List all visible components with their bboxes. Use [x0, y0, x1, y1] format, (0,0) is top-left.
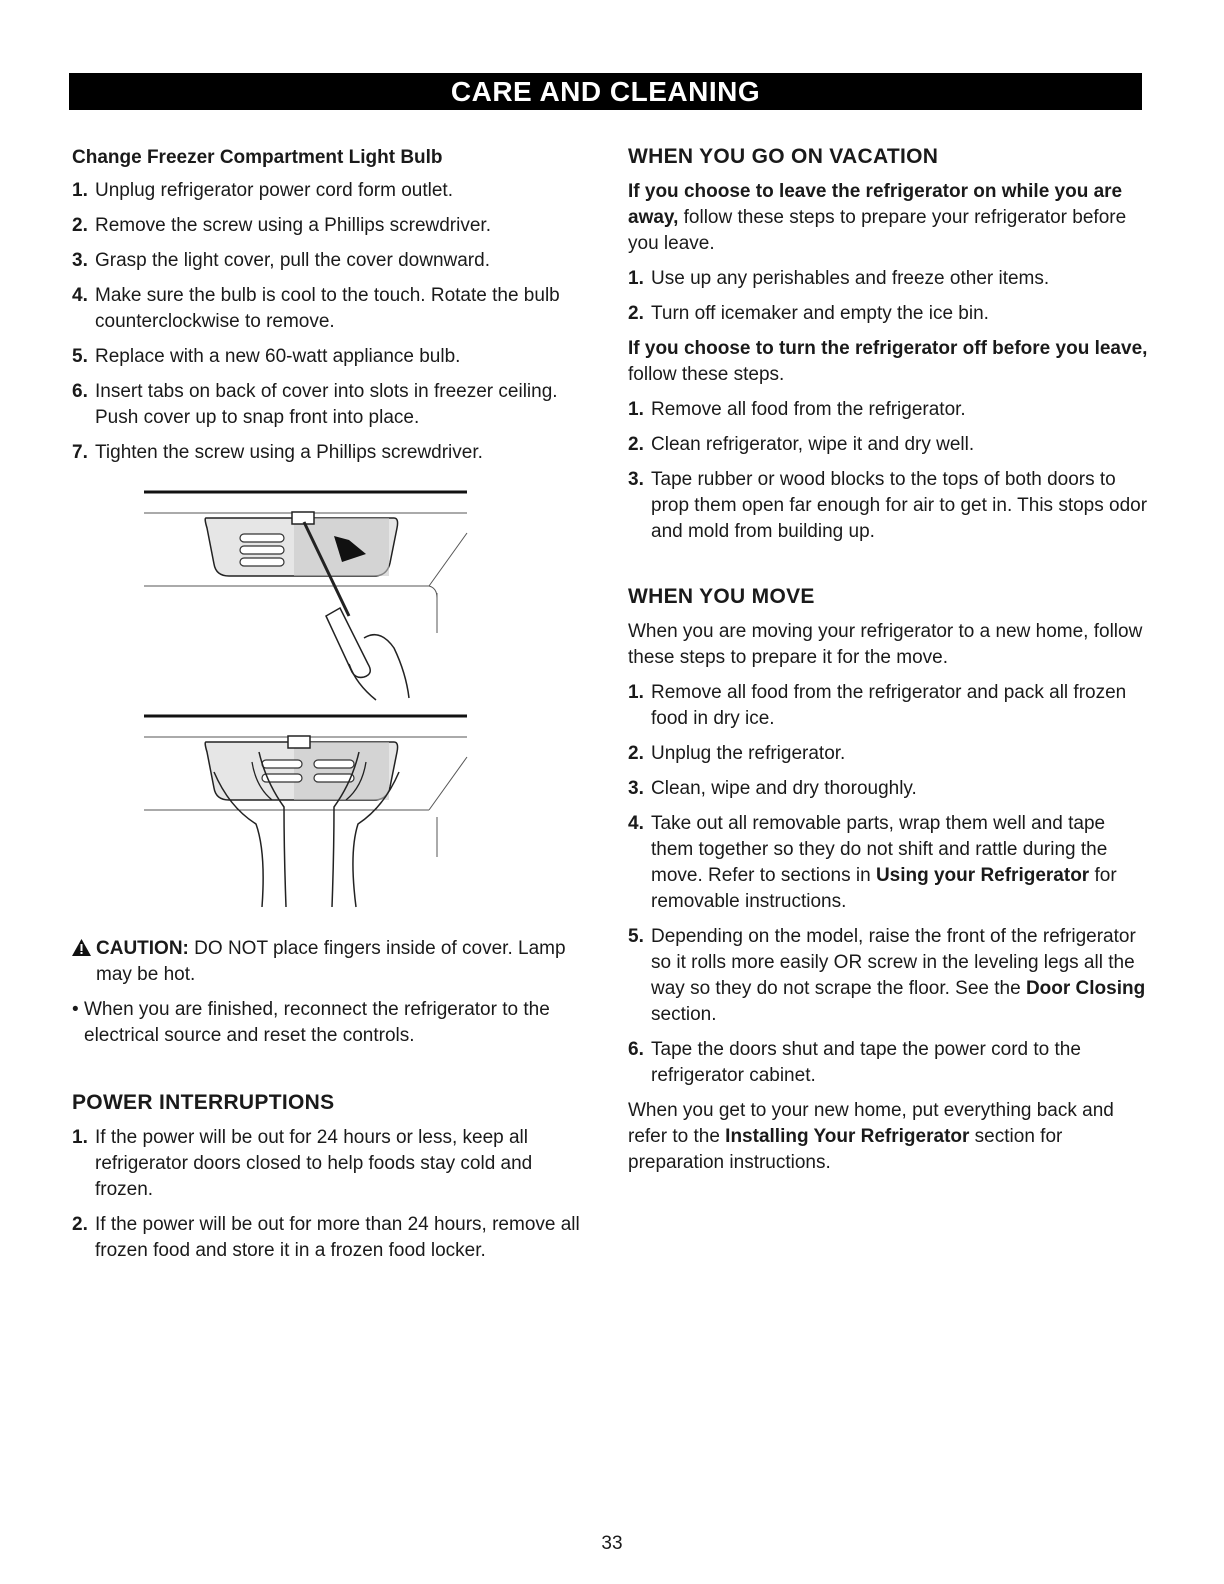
- list-item: 1. Unplug refrigerator power cord form outlet.: [72, 180, 453, 201]
- list-item: 5. Depending on the model, raise the front of the refrigerator so it rolls more easily OR screw in the leveling legs all the way so they do not scrape the floor. See the Door Closing section.: [628, 926, 1146, 1025]
- list-item: 2. Turn off icemaker and empty the ice bin.: [628, 303, 989, 324]
- list-item: 1. Remove all food from the refrigerator and pack all frozen food in dry ice.: [628, 682, 1127, 729]
- finish-note: • When you are finished, reconnect the refrigerator to the electrical source and reset the controls.: [72, 999, 550, 1046]
- list-item: 1. Use up any perishables and freeze other items.: [628, 268, 1050, 289]
- power-steps: [72, 1125, 592, 1264]
- hands-cover-drawing: [144, 712, 474, 912]
- screwdriver-drawing: [144, 488, 474, 710]
- caution-text: DO NOT place fingers inside of cover. Lamp may be hot.: [96, 938, 566, 985]
- move-outro: When you get to your new home, put everything back and refer to the Installing Your Refrigerator section for preparation instructions.: [628, 1100, 1114, 1173]
- move-intro: When you are moving your refrigerator to a new home, follow these steps to prepare it for the move.: [628, 621, 1143, 668]
- list-item: 6. Insert tabs on back of cover into slots in freezer ceiling. Push cover up to snap front into place.: [72, 381, 558, 428]
- vacation-intro-off: If you choose to turn the refrigerator off before you leave, follow these steps.: [628, 338, 1148, 385]
- list-item: 2. Remove the screw using a Phillips screwdriver.: [72, 215, 491, 236]
- list-item: 7. Tighten the screw using a Phillips screwdriver.: [72, 442, 483, 463]
- list-item: 2. Unplug the refrigerator.: [628, 743, 846, 764]
- list-item: 6. Tape the doors shut and tape the power cord to the refrigerator cabinet.: [628, 1039, 1081, 1086]
- power-section-title: POWER INTERRUPTIONS: [72, 1091, 335, 1114]
- left-column: [72, 145, 592, 1273]
- list-item: 2. If the power will be out for more than 24 hours, remove all frozen food and store it in a frozen food locker.: [72, 1214, 580, 1261]
- vacation-intro-on: If you choose to leave the refrigerator on while you are away, follow these steps to prepare your refrigerator before you leave.: [628, 181, 1127, 254]
- bulb-section-title: Change Freezer Compartment Light Bulb: [72, 147, 443, 168]
- move-section-title: WHEN YOU MOVE: [628, 585, 815, 608]
- bulb-steps: [72, 178, 592, 466]
- list-item: 3. Grasp the light cover, pull the cover downward.: [72, 250, 490, 271]
- vacation-off-steps: [628, 397, 1148, 545]
- warning-triangle-icon: [72, 938, 91, 964]
- page-title: CARE AND CLEANING: [69, 73, 1142, 110]
- list-item: 4. Make sure the bulb is cool to the touch. Rotate the bulb counterclockwise to remove.: [72, 285, 560, 332]
- list-item: 3. Clean, wipe and dry thoroughly.: [628, 778, 917, 799]
- vacation-section-title: WHEN YOU GO ON VACATION: [628, 145, 939, 168]
- list-item: 1. If the power will be out for 24 hours or less, keep all refrigerator doors closed to help foods stay cold and frozen.: [72, 1127, 533, 1200]
- caution-note: [72, 936, 592, 988]
- page-number: 33: [601, 1533, 623, 1554]
- caution-label: CAUTION:: [96, 938, 189, 959]
- list-item: 1. Remove all food from the refrigerator.: [628, 399, 966, 420]
- move-steps: [628, 680, 1148, 1089]
- right-column: [628, 143, 1148, 1185]
- list-item: 2. Clean refrigerator, wipe it and dry well.: [628, 434, 975, 455]
- list-item: 5. Replace with a new 60-watt appliance bulb.: [72, 346, 461, 367]
- list-item: 3. Tape rubber or wood blocks to the tops of both doors to prop them open far enough for air to get in. This stops odor and mold from building up.: [628, 469, 1148, 542]
- list-item: 4. Take out all removable parts, wrap them well and tape them together so they do not shift and rattle during the move. Refer to sections in Using your Refrigerator for removable instructions.: [628, 813, 1117, 912]
- screwdriver-illustration: [144, 488, 474, 710]
- vacation-on-steps: [628, 266, 1148, 327]
- hands-cover-illustration: [144, 712, 474, 912]
